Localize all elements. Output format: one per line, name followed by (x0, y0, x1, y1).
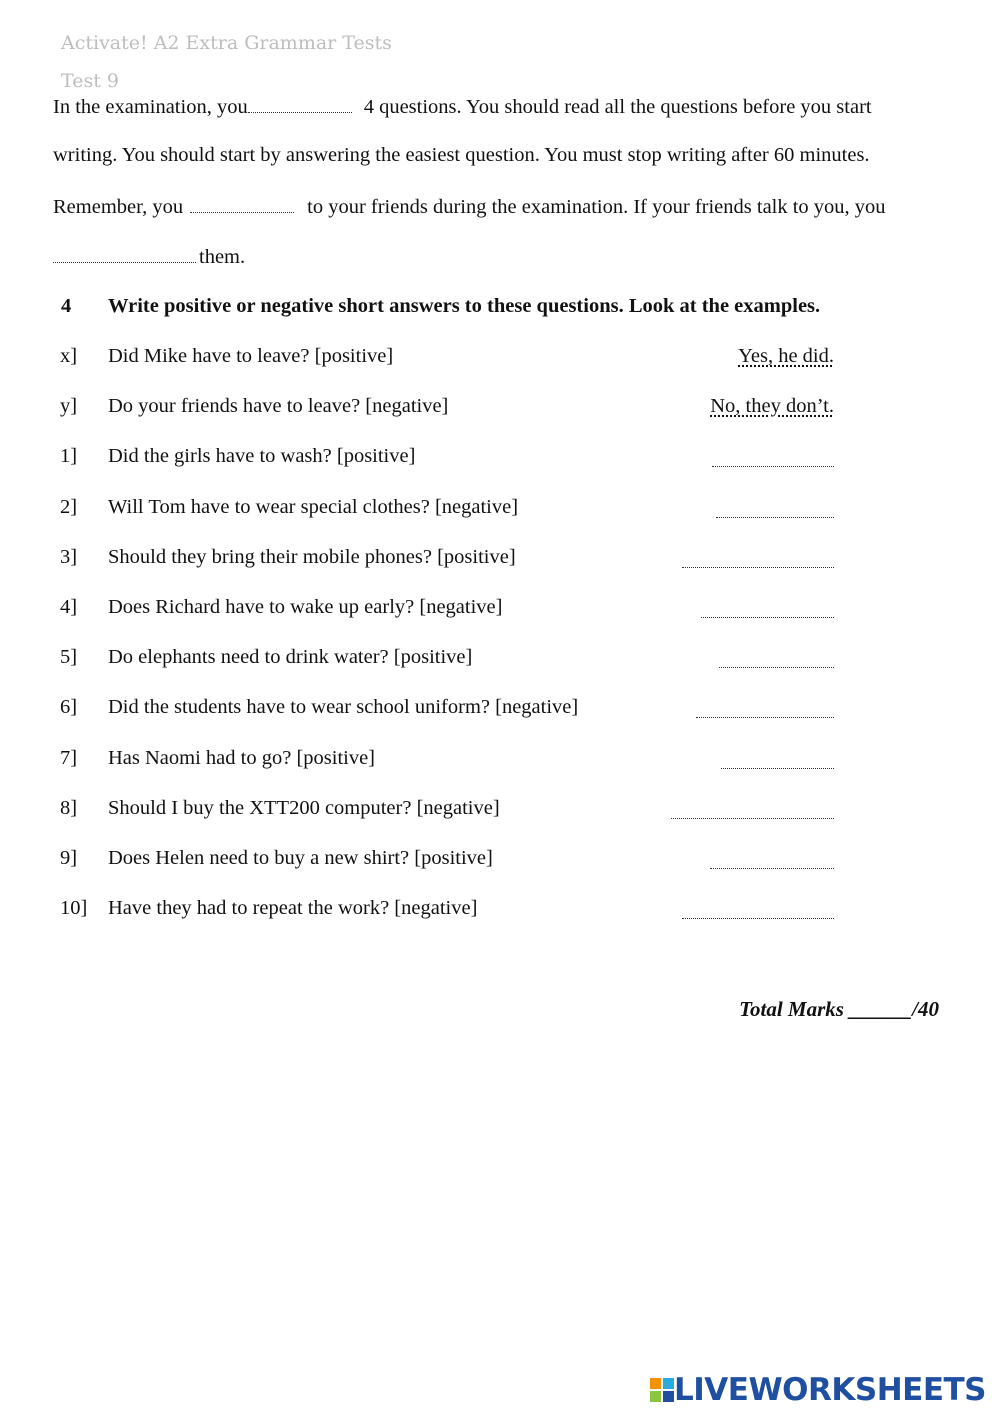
question-text: Do elephants need to drink water? [positive] (108, 646, 473, 669)
answer-input[interactable] (701, 617, 834, 618)
question-number: 6] (60, 696, 78, 719)
liveworksheets-logo (650, 1372, 986, 1408)
question-number: 1] (60, 445, 78, 468)
question-row (0, 496, 1000, 526)
section-instructions: Write positive or negative short answers to these questions. Look at the examples. (108, 295, 821, 317)
paragraph-line-1 (53, 94, 872, 119)
question-number: x] (60, 345, 78, 367)
question-number: 3] (60, 545, 78, 568)
paragraph-text: Remember, you (53, 196, 184, 218)
question-number: 7] (60, 746, 78, 769)
blank-input-3[interactable] (53, 244, 196, 263)
question-text: Does Richard have to wake up early? [negative] (108, 596, 503, 618)
paragraph-text: them. (199, 246, 246, 268)
paragraph-text: 4 questions. You should read all the questions before you start (363, 96, 872, 118)
header-title: Activate! A2 Extra Grammar Tests (61, 32, 392, 54)
question-row (0, 445, 1000, 475)
header-subtitle: Test 9 (61, 70, 119, 92)
question-row (0, 546, 1000, 576)
answer-input[interactable] (719, 667, 834, 668)
answer-input[interactable] (721, 768, 834, 769)
question-text: Should they bring their mobile phones? [positive] (108, 545, 516, 568)
answer-input[interactable] (682, 567, 834, 568)
question-text: Do your friends have to leave? [negative] (108, 395, 449, 418)
question-number: 9] (60, 847, 78, 869)
question-row (0, 747, 1000, 777)
question-number: 5] (60, 646, 78, 669)
paragraph-text: to your friends during the examination. If your friends talk to you, you (307, 196, 886, 218)
answer-input[interactable] (682, 918, 834, 919)
blank-input-1[interactable] (248, 94, 352, 113)
question-text: Does Helen need to buy a new shirt? [positive] (108, 847, 493, 869)
question-number: 4] (60, 596, 78, 618)
section-number: 4 (61, 295, 72, 317)
question-row (0, 797, 1000, 827)
answer-input[interactable] (716, 517, 834, 518)
answer-input[interactable] (712, 466, 834, 467)
question-text: Have they had to repeat the work? [negative] (108, 897, 478, 920)
example-answer: Yes, he did. (738, 345, 834, 367)
paragraph-text: In the examination, you (53, 96, 248, 118)
example-answer: No, they don’t. (710, 395, 834, 418)
question-text: Did the students have to wear school uniform? [negative] (108, 696, 579, 719)
question-number: 10] (60, 897, 88, 920)
question-row (0, 847, 1000, 877)
liveworksheets-logo-icon (650, 1378, 674, 1402)
question-text: Did Mike have to leave? [positive] (108, 345, 394, 367)
question-text: Should I buy the XTT200 computer? [negative] (108, 796, 500, 819)
question-number: 2] (60, 495, 78, 518)
question-row (0, 395, 1000, 425)
paragraph-line-2: writing. You should start by answering the easiest question. You must stop writing after 60 minutes. (53, 144, 870, 166)
question-text: Has Naomi had to go? [positive] (108, 746, 376, 769)
question-number: 8] (60, 796, 78, 819)
question-row (0, 646, 1000, 676)
question-number: y] (60, 395, 78, 418)
question-row (0, 897, 1000, 927)
blank-input-2[interactable] (190, 194, 294, 213)
question-row (0, 345, 1000, 375)
paragraph-line-3 (53, 194, 886, 219)
answer-input[interactable] (710, 868, 834, 869)
total-marks: Total Marks ______/40 (739, 997, 939, 1021)
question-row (0, 696, 1000, 726)
liveworksheets-logo-text: LIVEWORKSHEETS (674, 1372, 986, 1408)
paragraph-line-4 (53, 244, 245, 269)
answer-input[interactable] (671, 818, 834, 819)
question-text: Did the girls have to wash? [positive] (108, 445, 416, 468)
question-row (0, 596, 1000, 626)
answer-input[interactable] (696, 717, 834, 718)
question-text: Will Tom have to wear special clothes? [negative] (108, 495, 519, 518)
